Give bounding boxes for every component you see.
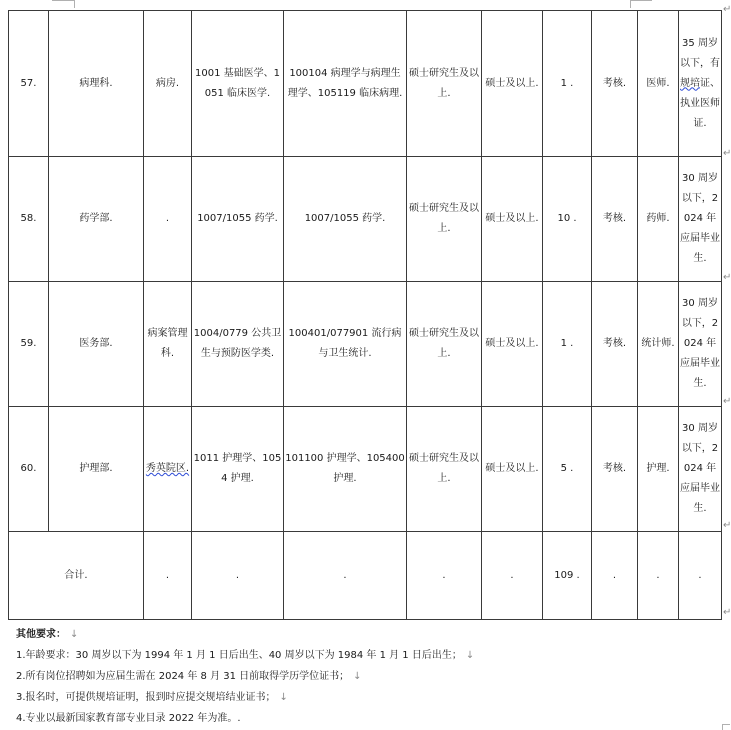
note-item: 2.所有岗位招聘如为应届生需在 2024 年 8 月 31 日前取得学历学位证书； bbox=[16, 671, 350, 682]
department: 医务部. bbox=[49, 282, 144, 407]
note-item: 1.年龄要求：30 周岁以下为 1994 年 1 月 1 日后出生、40 周岁以下为 1984 年 1 月 1 日后出生； bbox=[16, 650, 462, 661]
total-cell: . bbox=[638, 532, 679, 620]
department: 病理科. bbox=[49, 11, 144, 157]
notes-title: 其他要求： bbox=[16, 629, 66, 640]
unit: 病案管理科. bbox=[144, 282, 192, 407]
other-condition: 30 周岁以下，2024 年应届毕业生. bbox=[679, 157, 722, 282]
total-label: 合计. bbox=[9, 532, 144, 620]
total-count: 109 . bbox=[543, 532, 592, 620]
grad-major: 101100 护理学、105400 护理. bbox=[284, 407, 407, 532]
table-row bbox=[9, 157, 722, 282]
post-type: 统计师. bbox=[638, 282, 679, 407]
total-row bbox=[9, 532, 722, 620]
note-item: 3.报名时，可提供规培证明，报到时应提交规培结业证书； bbox=[16, 692, 276, 703]
total-cell: . bbox=[407, 532, 482, 620]
row-number: 60. bbox=[9, 407, 49, 532]
hire-count: 10 . bbox=[543, 157, 592, 282]
undergrad-major: 1007/1055 药学. bbox=[192, 157, 284, 282]
degree-requirement: 硕士及以上. bbox=[482, 282, 543, 407]
recruitment-table bbox=[8, 10, 722, 620]
degree-requirement: 硕士及以上. bbox=[482, 11, 543, 157]
selection-method: 考核. bbox=[592, 11, 638, 157]
education-requirement: 硕士研究生及以上. bbox=[407, 157, 482, 282]
paragraph-mark-icon: ↵ bbox=[723, 4, 731, 15]
department: 药学部. bbox=[49, 157, 144, 282]
hire-count: 1 . bbox=[543, 11, 592, 157]
crop-mark bbox=[74, 0, 75, 8]
row-number: 59. bbox=[9, 282, 49, 407]
crop-mark bbox=[52, 0, 74, 1]
selection-method: 考核. bbox=[592, 157, 638, 282]
total-cell: . bbox=[482, 532, 543, 620]
other-condition: 30 周岁以下，2024 年应届毕业生. bbox=[679, 407, 722, 532]
paragraph-mark-icon: ↵ bbox=[723, 272, 731, 283]
crop-mark bbox=[722, 724, 730, 725]
crop-mark bbox=[630, 0, 631, 8]
line-break-icon: ↓ bbox=[353, 671, 362, 682]
total-cell: . bbox=[679, 532, 722, 620]
row-number: 58. bbox=[9, 157, 49, 282]
grad-major: 1007/1055 药学. bbox=[284, 157, 407, 282]
total-cell: . bbox=[144, 532, 192, 620]
selection-method: 考核. bbox=[592, 282, 638, 407]
condition-text-flagged: 规培 bbox=[680, 77, 700, 89]
education-requirement: 硕士研究生及以上. bbox=[407, 11, 482, 157]
table-row bbox=[9, 282, 722, 407]
condition-text: 证、执业医师证. bbox=[680, 77, 720, 129]
undergrad-major: 1011 护理学、1054 护理. bbox=[192, 407, 284, 532]
hire-count: 5 . bbox=[543, 407, 592, 532]
degree-requirement: 硕士及以上. bbox=[482, 407, 543, 532]
paragraph-mark-icon: ↵ bbox=[723, 148, 731, 159]
paragraph-mark-icon: ↵ bbox=[723, 396, 731, 407]
total-cell: . bbox=[592, 532, 638, 620]
department: 护理部. bbox=[49, 407, 144, 532]
unit: 病房. bbox=[144, 11, 192, 157]
table-row bbox=[9, 407, 722, 532]
paragraph-mark-icon: ↵ bbox=[723, 520, 731, 531]
note-item: 4.专业以最新国家教育部专业目录 2022 年为准。. bbox=[16, 713, 241, 724]
total-cell: . bbox=[284, 532, 407, 620]
education-requirement: 硕士研究生及以上. bbox=[407, 282, 482, 407]
post-type: 医师. bbox=[638, 11, 679, 157]
line-break-icon: ↓ bbox=[465, 650, 475, 661]
selection-method: 考核. bbox=[592, 407, 638, 532]
degree-requirement: 硕士及以上. bbox=[482, 157, 543, 282]
unit: . bbox=[144, 157, 192, 282]
crop-mark bbox=[722, 724, 723, 730]
other-condition: 30 周岁以下，2024 年应届毕业生. bbox=[679, 282, 722, 407]
undergrad-major: 1001 基础医学、1051 临床医学. bbox=[192, 11, 284, 157]
education-requirement: 硕士研究生及以上. bbox=[407, 407, 482, 532]
other-requirements bbox=[16, 624, 706, 729]
post-type: 护理. bbox=[638, 407, 679, 532]
unit-text-flagged: 秀英院区. bbox=[145, 463, 190, 474]
total-cell: . bbox=[192, 532, 284, 620]
row-number: 57. bbox=[9, 11, 49, 157]
condition-text: 35 周岁以下，有 bbox=[680, 37, 720, 69]
grad-major: 100104 病理学与病理生理学、105119 临床病理. bbox=[284, 11, 407, 157]
paragraph-mark-icon: ↵ bbox=[723, 607, 731, 618]
unit bbox=[144, 407, 192, 532]
hire-count: 1 . bbox=[543, 282, 592, 407]
crop-mark bbox=[630, 0, 652, 1]
line-break-icon: ↓ bbox=[70, 629, 79, 640]
other-condition bbox=[679, 11, 722, 157]
post-type: 药师. bbox=[638, 157, 679, 282]
line-break-icon: ↓ bbox=[279, 692, 288, 703]
grad-major: 100401/077901 流行病与卫生统计. bbox=[284, 282, 407, 407]
table-row bbox=[9, 11, 722, 157]
undergrad-major: 1004/0779 公共卫生与预防医学类. bbox=[192, 282, 284, 407]
